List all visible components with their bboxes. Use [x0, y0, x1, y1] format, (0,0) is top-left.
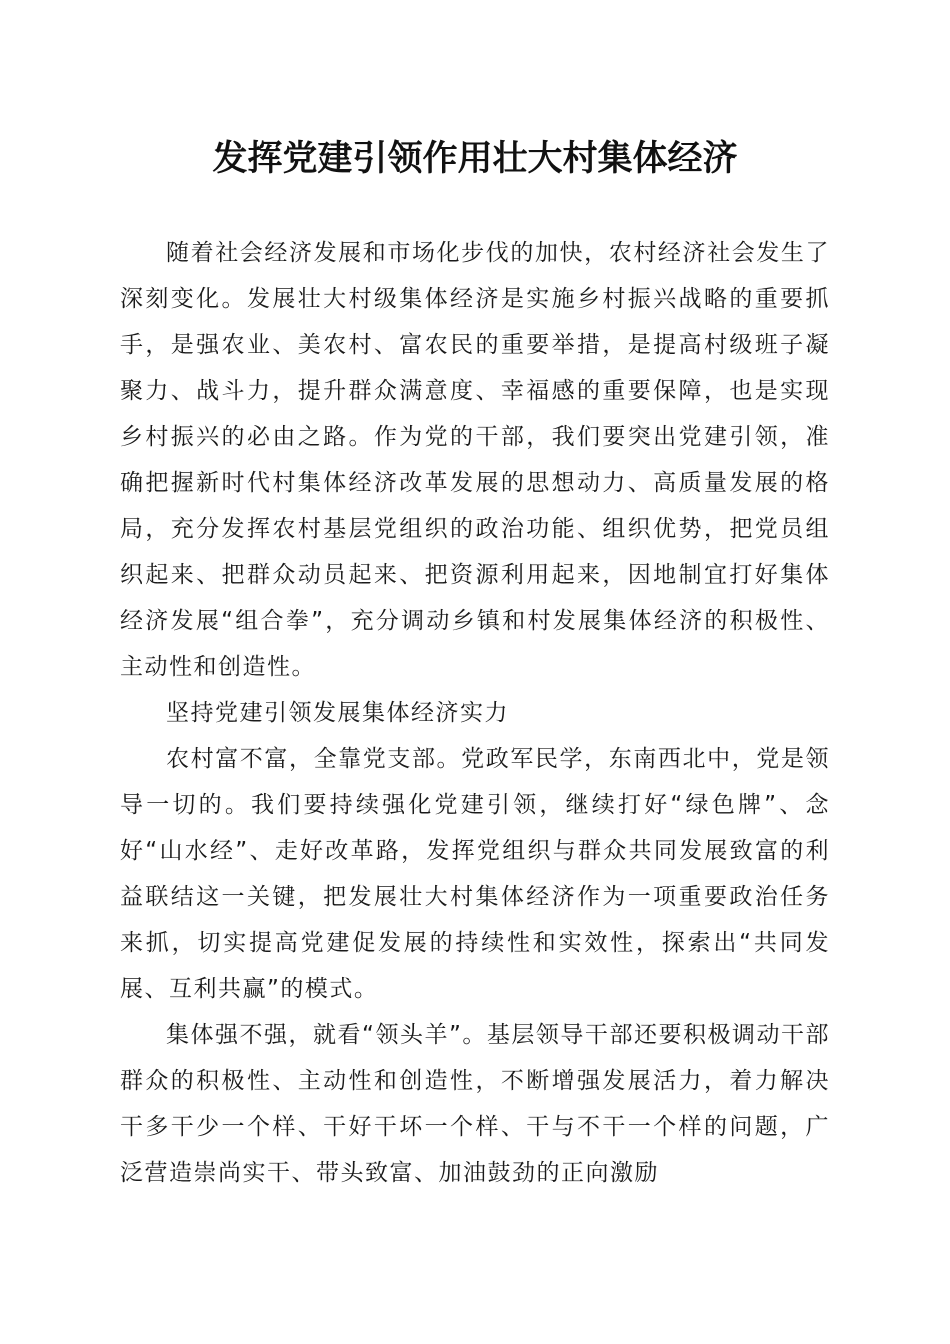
paragraph-leaders: 集体强不强，就看“领头羊”。基层领导干部还要积极调动干部群众的积极性、主动性和创造性，不断增强发展活力，着力解决干多干少一个样、干好干坏一个样、干与不干一个样的问题，广泛营造崇尚实干、带头致富、加油鼓劲的正向激励: [120, 1022, 830, 1186]
paragraph-intro: 随着社会经济发展和市场化步伐的加快，农村经济社会发生了深刻变化。发展壮大村级集体经济是实施乡村振兴战略的重要抓手，是强农业、美农村、富农民的重要举措，是提高村级班子凝聚力、战斗力，提升群众满意度、幸福感的重要保障，也是实现乡村振兴的必由之路。作为党的干部，我们要突出党建引领，准确把握新时代村集体经济改革发展的思想动力、高质量发展的格局，充分发挥农村基层党组织的政治功能、组织优势，把党员组织起来、把群众动员起来、把资源利用起来，因地制宜打好集体经济发展“组合拳”，充分调动乡镇和村发展集体经济的积极性、主动性和创造性。: [120, 240, 830, 680]
document-title: 发挥党建引领作用壮大村集体经济: [212, 138, 738, 179]
paragraph-party-branch: 农村富不富，全靠党支部。党政军民学，东南西北中，党是领导一切的。我们要持续强化党建引领，继续打好“绿色牌”、念好“山水经”、走好改革路，发挥党组织与群众共同发展致富的利益联结这一关键，把发展壮大村集体经济作为一项重要政治任务来抓，切实提高党建促发展的持续性和实效性，探索出“共同发展、互利共赢”的模式。: [120, 746, 830, 1002]
section-heading: 坚持党建引领发展集体经济实力: [166, 700, 509, 726]
document-body: [120, 230, 830, 1196]
